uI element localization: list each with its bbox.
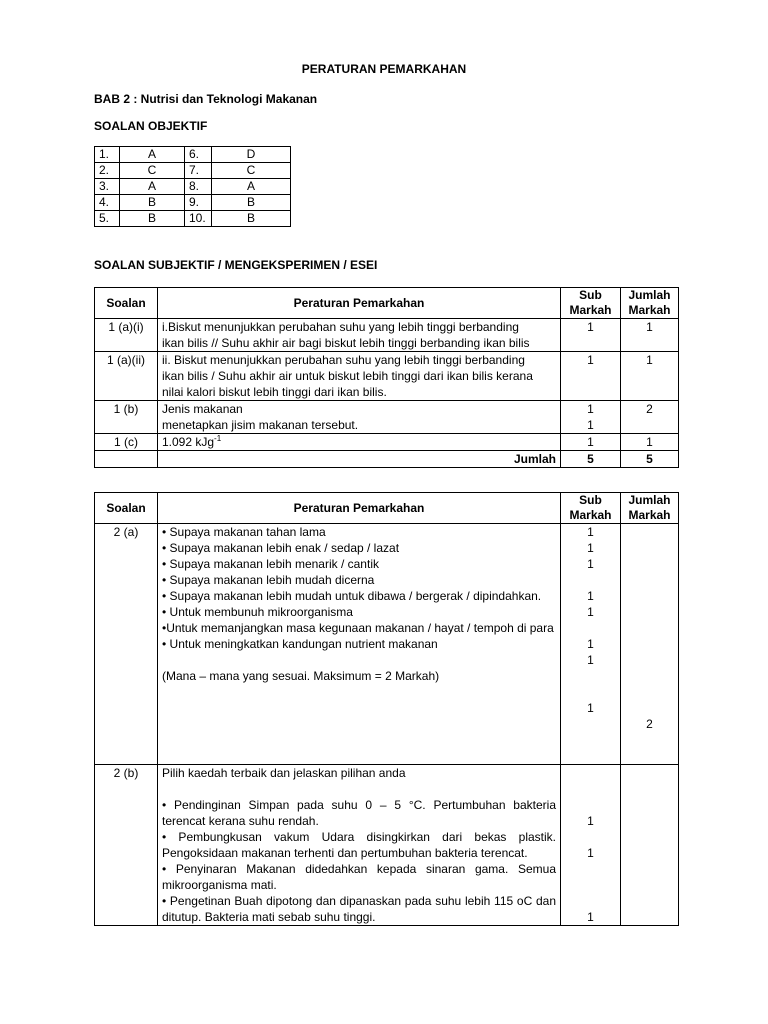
sub-mark: 1 1 1 bbox=[561, 765, 621, 926]
marking-text: 1.092 kJg$^{-1}$ bbox=[158, 434, 561, 451]
total-mark-total: 5 bbox=[621, 451, 679, 468]
table-row bbox=[95, 524, 679, 765]
table-row bbox=[95, 195, 291, 211]
question-number: 2. bbox=[95, 163, 120, 179]
marking-text: ii. Biskut menunjukkan perubahan suhu yang lebih tinggi berbanding ikan bilis / Suhu akhir air untuk biskut lebih tinggi dari ikan bilis kerana nilai kalori biskut lebih tinggi dari ikan bilis. bbox=[158, 352, 561, 401]
table-row bbox=[95, 434, 679, 451]
question-number: 9. bbox=[185, 195, 212, 211]
answer: A bbox=[120, 179, 185, 195]
total-mark: 1 bbox=[621, 319, 679, 352]
question-number: 2 (a) bbox=[95, 524, 158, 765]
question-number: 4. bbox=[95, 195, 120, 211]
question-number: 10. bbox=[185, 211, 212, 227]
subjective-heading: SOALAN SUBJEKTIF / MENGEKSPERIMEN / ESEI bbox=[94, 258, 378, 272]
question-number: 8. bbox=[185, 179, 212, 195]
question-number: 7. bbox=[185, 163, 212, 179]
table-row bbox=[95, 352, 679, 401]
answer: D bbox=[212, 147, 291, 163]
header-soalan: Soalan bbox=[95, 493, 158, 524]
header-jumlah-markah: Jumlah Markah bbox=[621, 288, 679, 319]
sub-mark-total: 5 bbox=[561, 451, 621, 468]
header-soalan: Soalan bbox=[95, 288, 158, 319]
answer: B bbox=[120, 195, 185, 211]
question-2-marking-table bbox=[94, 492, 679, 926]
sub-mark: 1 1 1 1 1 1 1 1 bbox=[561, 524, 621, 765]
question-number: 1. bbox=[95, 147, 120, 163]
table-row bbox=[95, 147, 291, 163]
total-mark: 2 bbox=[621, 524, 679, 765]
objective-answer-table bbox=[94, 146, 291, 227]
answer: A bbox=[120, 147, 185, 163]
total-row bbox=[95, 451, 679, 468]
total-mark: 1 bbox=[621, 352, 679, 401]
marking-text: • Supaya makanan tahan lama • Supaya makanan lebih enak / sedap / lazat • Supaya makanan lebih menarik / cantik • Supaya makanan lebih mudah dicerna • Supaya makanan lebih mudah untuk dibawa / bergerak / dipindahkan. • Untuk membunuh mikroorganisma •Untuk memanjangkan masa kegunaan makanan / hayat / tempoh di para • Untuk meningkatkan kandungan nutrient makanan (Mana – mana yang sesuai. Maksimum = 2 Markah) bbox=[158, 524, 561, 765]
question-number: 1 (b) bbox=[95, 401, 158, 434]
table-row bbox=[95, 179, 291, 195]
table-row bbox=[95, 765, 679, 926]
sub-mark: 1 bbox=[561, 434, 621, 451]
header-peraturan: Peraturan Pemarkahan bbox=[158, 493, 561, 524]
total-label: Jumlah bbox=[158, 451, 561, 468]
question-number: 1 (a)(ii) bbox=[95, 352, 158, 401]
sub-mark: 1 bbox=[561, 319, 621, 352]
header-sub-markah: Sub Markah bbox=[561, 493, 621, 524]
total-mark: 2 bbox=[621, 401, 679, 434]
document-title: PERATURAN PEMARKAHAN bbox=[301, 62, 467, 76]
question-1-marking-table bbox=[94, 287, 679, 468]
answer: B bbox=[120, 211, 185, 227]
table-row bbox=[95, 163, 291, 179]
question-number: 1 (a)(i) bbox=[95, 319, 158, 352]
marking-text: Pilih kaedah terbaik dan jelaskan pilihan anda • Pendinginan Simpan pada suhu 0 – 5 °C. Pertumbuhan bakteria terencat kerana suhu rendah. • Pembungkusan vakum Udara disingkirkan dari bekas plastik. Pengoksidaan makanan terhenti dan pertumbuhan bakteria terencat. • Penyinaran Makanan didedahkan kepada sinaran gama. Semua mikroorganisma mati. • Pengetinan Buah dipotong dan dipanaskan pada suhu lebih 115 oC dan ditutup. Bakteria mati sebab suhu tinggi. bbox=[158, 765, 561, 926]
marking-text: i.Biskut menunjukkan perubahan suhu yang lebih tinggi berbanding ikan bilis // Suhu akhir air bagi biskut lebih tinggi berbanding ikan bilis bbox=[158, 319, 561, 352]
question-number: 5. bbox=[95, 211, 120, 227]
header-sub-markah: Sub Markah bbox=[561, 288, 621, 319]
chapter-heading: BAB 2 : Nutrisi dan Teknologi Makanan bbox=[94, 92, 318, 106]
total-mark bbox=[621, 765, 679, 926]
table-row bbox=[95, 319, 679, 352]
table-row bbox=[95, 211, 291, 227]
answer: A bbox=[212, 179, 291, 195]
question-number: 6. bbox=[185, 147, 212, 163]
question-number: 2 (b) bbox=[95, 765, 158, 926]
objective-heading: SOALAN OBJEKTIF bbox=[94, 119, 208, 133]
table-row bbox=[95, 401, 679, 434]
answer: B bbox=[212, 195, 291, 211]
total-mark: 1 bbox=[621, 434, 679, 451]
answer: C bbox=[212, 163, 291, 179]
answer: C bbox=[120, 163, 185, 179]
question-number: 1 (c) bbox=[95, 434, 158, 451]
sub-mark: 1 bbox=[561, 352, 621, 401]
header-jumlah-markah: Jumlah Markah bbox=[621, 493, 679, 524]
header-peraturan: Peraturan Pemarkahan bbox=[158, 288, 561, 319]
question-number: 3. bbox=[95, 179, 120, 195]
sub-mark: 1 1 bbox=[561, 401, 621, 434]
answer: B bbox=[212, 211, 291, 227]
marking-text: Jenis makanan menetapkan jisim makanan tersebut. bbox=[158, 401, 561, 434]
